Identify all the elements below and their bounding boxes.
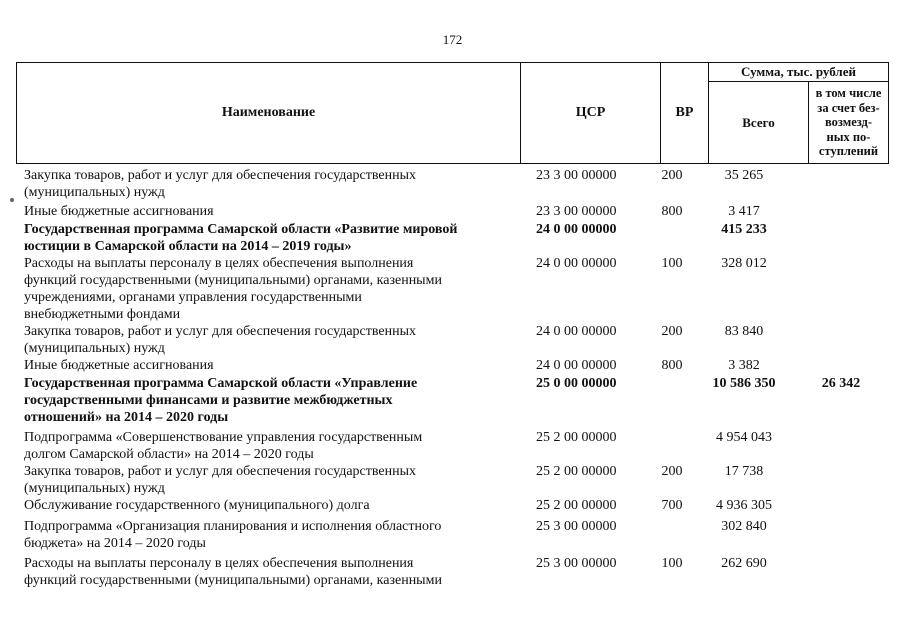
row-vr: 800 bbox=[661, 204, 683, 219]
row-name bbox=[24, 323, 520, 357]
row-total: 3 382 bbox=[728, 358, 760, 373]
header-free-line: ступлений bbox=[818, 144, 879, 159]
header-sum: Сумма, тыс. рублей bbox=[709, 63, 889, 82]
row-vr: 200 bbox=[661, 464, 683, 479]
row-vr: 100 bbox=[661, 556, 683, 571]
row-name-line: Государственная программа Самарской области «Развитие мировой bbox=[24, 222, 458, 237]
row-name-line: бюджета» на 2014 – 2020 годы bbox=[24, 536, 206, 551]
row-name bbox=[24, 221, 520, 255]
row-name-line: Закупка товаров, работ и услуг для обеспечения государственных bbox=[24, 324, 417, 339]
row-name bbox=[24, 203, 520, 220]
header-name: Наименование bbox=[17, 63, 521, 164]
header-vr: ВР bbox=[661, 63, 709, 164]
row-total: 3 417 bbox=[728, 204, 760, 219]
row-name-line: Подпрограмма «Совершенствование управления государственным bbox=[24, 430, 423, 445]
row-name-line: Государственная программа Самарской области «Управление bbox=[24, 376, 418, 391]
row-vr: 200 bbox=[661, 168, 683, 183]
row-vr: 200 bbox=[661, 324, 683, 339]
row-total: 4 936 305 bbox=[716, 498, 772, 513]
row-name bbox=[24, 555, 520, 589]
header-free-line: ных по- bbox=[826, 129, 871, 144]
row-total: 17 738 bbox=[724, 464, 764, 479]
row-vr: 100 bbox=[661, 256, 683, 271]
header-csr: ЦСР bbox=[521, 63, 661, 164]
row-csr: 25 0 00 00000 bbox=[536, 376, 617, 391]
row-name-line: Закупка товаров, работ и услуг для обеспечения государственных bbox=[24, 168, 417, 183]
row-csr: 25 2 00 00000 bbox=[536, 430, 617, 445]
row-name bbox=[24, 463, 520, 497]
row-name bbox=[24, 429, 520, 463]
row-name-line: Расходы на выплаты персоналу в целях обеспечения выполнения bbox=[24, 256, 414, 271]
row-total: 328 012 bbox=[721, 256, 767, 271]
row-csr: 25 3 00 00000 bbox=[536, 519, 617, 534]
row-csr: 25 3 00 00000 bbox=[536, 556, 617, 571]
row-name bbox=[24, 497, 520, 514]
row-vr: 800 bbox=[661, 358, 683, 373]
row-total: 10 586 350 bbox=[712, 376, 776, 391]
header-free-line: возмезд- bbox=[824, 115, 873, 130]
row-csr: 23 3 00 00000 bbox=[536, 204, 617, 219]
row-csr: 25 2 00 00000 bbox=[536, 464, 617, 479]
table-header bbox=[16, 62, 889, 164]
row-name-line: (муниципальных) нужд bbox=[24, 185, 165, 200]
row-total: 302 840 bbox=[721, 519, 767, 534]
row-csr: 24 0 00 00000 bbox=[536, 358, 617, 373]
row-csr: 24 0 00 00000 bbox=[536, 256, 617, 271]
header-free-line: за счет без- bbox=[817, 100, 880, 115]
row-name-line: отношений» на 2014 – 2020 годы bbox=[24, 410, 229, 425]
row-name-line: Обслуживание государственного (муниципального) долга bbox=[24, 498, 370, 513]
row-name bbox=[24, 255, 520, 323]
row-csr: 25 2 00 00000 bbox=[536, 498, 617, 513]
row-name bbox=[24, 518, 520, 552]
row-csr: 23 3 00 00000 bbox=[536, 168, 617, 183]
row-free: 26 342 bbox=[821, 376, 861, 391]
row-name bbox=[24, 357, 520, 374]
row-name-line: Иные бюджетные ассигнования bbox=[24, 204, 214, 219]
header-total: Всего bbox=[709, 82, 809, 164]
row-csr: 24 0 00 00000 bbox=[536, 324, 617, 339]
row-name-line: Подпрограмма «Организация планирования и исполнения областного bbox=[24, 519, 442, 534]
row-total: 4 954 043 bbox=[716, 430, 772, 445]
margin-dot bbox=[10, 198, 14, 202]
row-name-line: учреждениями, органами управления государственными bbox=[24, 290, 362, 305]
row-total: 35 265 bbox=[724, 168, 764, 183]
row-total: 83 840 bbox=[724, 324, 764, 339]
row-vr: 700 bbox=[661, 498, 683, 513]
row-total: 262 690 bbox=[721, 556, 767, 571]
row-name-line: Расходы на выплаты персоналу в целях обеспечения выполнения bbox=[24, 556, 414, 571]
row-name-line: функций государственными (муниципальными) органами, казенными bbox=[24, 573, 442, 588]
header-free bbox=[809, 82, 889, 164]
row-name-line: внебюджетными фондами bbox=[24, 307, 181, 322]
row-total: 415 233 bbox=[721, 222, 767, 237]
row-name-line: Закупка товаров, работ и услуг для обеспечения государственных bbox=[24, 464, 417, 479]
row-name-line: (муниципальных) нужд bbox=[24, 341, 165, 356]
row-name-line: функций государственными (муниципальными) органами, казенными bbox=[24, 273, 442, 288]
header-free-line: в том числе bbox=[815, 86, 882, 101]
row-name-line: (муниципальных) нужд bbox=[24, 481, 165, 496]
row-name bbox=[24, 167, 520, 201]
row-name-line: юстиции в Самарской области на 2014 – 2019 годы» bbox=[24, 239, 352, 254]
row-name-line: Иные бюджетные ассигнования bbox=[24, 358, 214, 373]
row-name-line: государственными финансами и развитие межбюджетных bbox=[24, 393, 393, 408]
row-name bbox=[24, 375, 520, 426]
page-number: 172 bbox=[442, 32, 463, 47]
row-csr: 24 0 00 00000 bbox=[536, 222, 617, 237]
row-name-line: долгом Самарской области» на 2014 – 2020 годы bbox=[24, 447, 314, 462]
